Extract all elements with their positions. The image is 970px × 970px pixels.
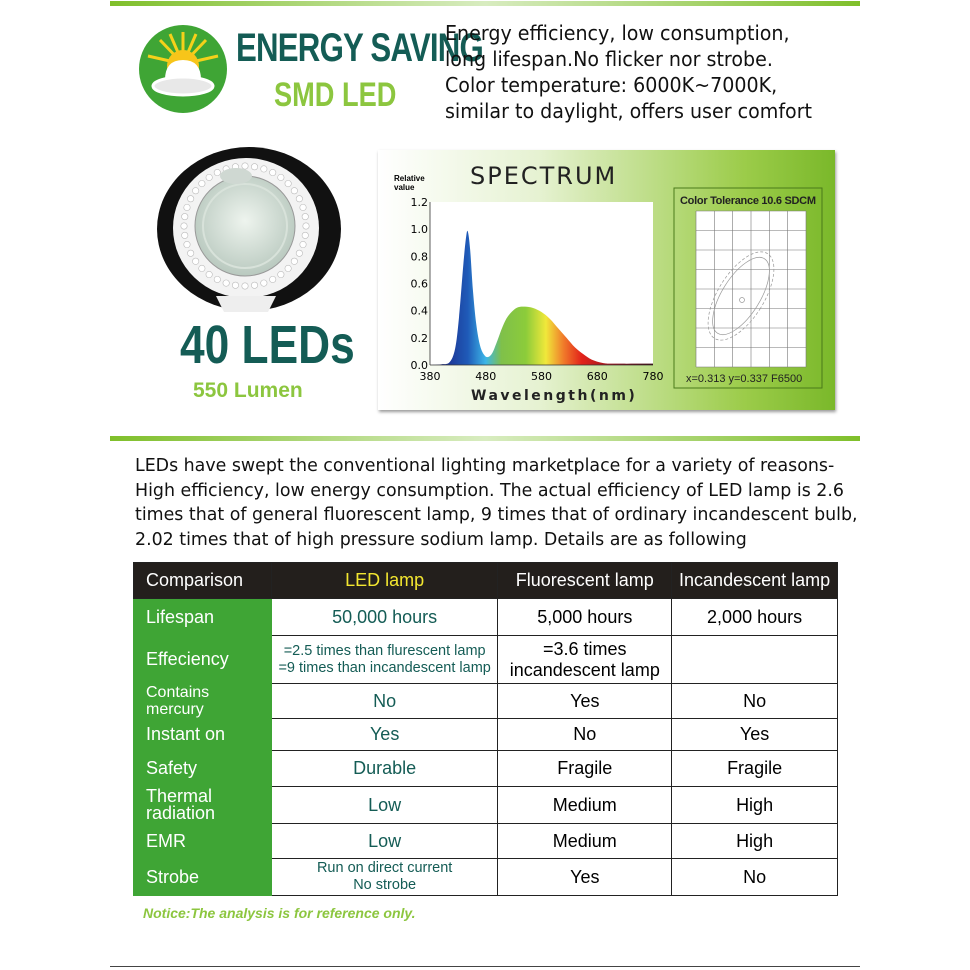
spectrum-title: SPECTRUM — [470, 162, 618, 190]
led-dot — [206, 174, 212, 180]
cell-fluorescent: No — [498, 719, 672, 751]
table-row — [134, 824, 838, 859]
led-dot — [184, 204, 190, 210]
cell-incandescent: Yes — [672, 719, 838, 751]
table-row — [134, 751, 838, 787]
row-label: Safety — [134, 751, 272, 787]
cell-led: Yes — [271, 719, 498, 751]
table-row — [134, 787, 838, 824]
y-tick-label: 1.2 — [410, 196, 428, 209]
intro-line: similar to daylight, offers user comfort — [445, 99, 813, 123]
mid-divider — [110, 436, 860, 441]
y-tick-label: 0.6 — [410, 277, 428, 291]
cell-incandescent: Fragile — [672, 751, 838, 787]
led-dot — [181, 223, 187, 229]
cell-incandescent — [672, 636, 838, 684]
led-dot — [182, 213, 188, 219]
led-dot — [269, 169, 275, 175]
led-dot — [184, 241, 190, 247]
lumen-value: 550 Lumen — [193, 379, 303, 402]
y-tick-label: 0.0 — [410, 359, 428, 372]
description-text — [135, 454, 858, 552]
led-dot — [223, 280, 229, 286]
led-dot — [291, 258, 297, 264]
table-header-row — [134, 563, 838, 599]
header-led-lamp: LED lamp — [271, 563, 498, 599]
x-tick-label: 780 — [642, 370, 664, 383]
description-line: LEDs have swept the conventional lighting marketplace for a variety of reasons- — [135, 456, 835, 476]
title-smd-led: SMD LED — [274, 76, 397, 114]
cell-led: Durable — [271, 751, 498, 787]
cell-fluorescent: =3.6 times incandescent lamp — [498, 636, 672, 684]
intro-line: long lifespan.No flicker nor strobe. — [445, 47, 773, 71]
led-dot — [214, 169, 220, 175]
x-tick-label: 380 — [419, 370, 441, 383]
led-dot — [285, 265, 291, 271]
spectrum-panel — [378, 150, 835, 410]
led-dot — [182, 232, 188, 238]
spectrum-chart — [378, 150, 835, 410]
led-dot — [300, 204, 306, 210]
table-row — [134, 684, 838, 719]
led-dot — [192, 258, 198, 264]
y-tick-label: 1.0 — [410, 223, 428, 237]
x-tick-label: 480 — [475, 370, 497, 383]
row-label: Lifespan — [134, 599, 272, 636]
led-dot — [206, 271, 212, 277]
y-tick-label: 0.2 — [410, 331, 428, 345]
title-energy-saving: ENERGY SAVING — [236, 26, 484, 70]
led-dot — [187, 250, 193, 256]
row-label: Instant on — [134, 719, 272, 751]
led-dot — [199, 265, 205, 271]
led-dot — [199, 180, 205, 186]
color-tolerance-title: Color Tolerance 10.6 SDCM — [680, 195, 816, 207]
led-dot — [261, 166, 267, 172]
led-dot — [214, 276, 220, 282]
cell-led: Low — [271, 787, 498, 824]
chromaticity-caption: x=0.313 y=0.337 F6500 — [686, 373, 803, 385]
cell-led: 50,000 hours — [271, 599, 498, 636]
description-line: times that of general fluorescent lamp, 9 times that of ordinary incandescent bulb, — [135, 505, 858, 525]
intro-line: Color temperature: 6000K~7000K, — [445, 73, 778, 97]
x-tick-label: 580 — [531, 370, 552, 383]
magnifier-lamp-image — [156, 146, 342, 312]
table-row — [134, 599, 838, 636]
table-row — [134, 636, 838, 684]
top-divider — [110, 1, 860, 6]
x-axis-label: Wavelength(nm) — [471, 388, 638, 404]
row-label: EMR — [134, 824, 272, 859]
cell-incandescent: High — [672, 787, 838, 824]
led-dot — [296, 196, 302, 202]
cell-fluorescent: Medium — [498, 824, 672, 859]
led-count: 40 LEDs — [180, 315, 355, 375]
cell-fluorescent: Yes — [498, 859, 672, 896]
intro-line: Energy efficiency, low consumption, — [445, 21, 790, 45]
bottom-divider — [110, 966, 860, 967]
cell-incandescent: No — [672, 684, 838, 719]
y-tick-label: 0.8 — [410, 250, 428, 264]
description-line: 2.02 times that of high pressure sodium lamp. Details are as following — [135, 529, 747, 550]
header-incandescent-lamp: Incandescent lamp — [672, 563, 838, 599]
intro-text — [445, 20, 812, 124]
led-dot — [300, 241, 306, 247]
led-dot — [278, 174, 284, 180]
cell-incandescent: No — [672, 859, 838, 896]
led-dot — [251, 282, 257, 288]
led-dot — [303, 223, 309, 229]
led-dot — [251, 164, 257, 170]
cell-fluorescent: 5,000 hours — [498, 599, 672, 636]
led-dot — [242, 163, 248, 169]
cell-led: Low — [271, 824, 498, 859]
cell-led: Run on direct current No strobe — [271, 859, 498, 896]
led-dot — [242, 283, 248, 289]
cell-led: No — [271, 684, 498, 719]
row-label: Strobe — [134, 859, 272, 896]
led-dot — [261, 280, 267, 286]
led-dot — [285, 180, 291, 186]
y-axis-label: Relative — [394, 174, 425, 183]
led-dot — [269, 276, 275, 282]
led-dot — [291, 188, 297, 194]
header-comparison: Comparison — [134, 563, 272, 599]
description-line: High efficiency, low energy consumption. The actual efficiency of LED lamp is 2.6 — [135, 480, 844, 501]
table-row — [134, 859, 838, 896]
led-dot — [302, 213, 308, 219]
cell-led: =2.5 times than flurescent lamp =9 times than incandescent lamp — [271, 636, 498, 684]
cell-incandescent: 2,000 hours — [672, 599, 838, 636]
cell-incandescent: High — [672, 824, 838, 859]
header-fluorescent-lamp: Fluorescent lamp — [498, 563, 672, 599]
led-dot — [302, 232, 308, 238]
led-dot — [187, 196, 193, 202]
led-dot — [192, 188, 198, 194]
led-dot — [232, 282, 238, 288]
cell-fluorescent: Medium — [498, 787, 672, 824]
cell-fluorescent: Yes — [498, 684, 672, 719]
row-label: Effeciency — [134, 636, 272, 684]
led-dot — [278, 271, 284, 277]
x-tick-label: 680 — [586, 370, 608, 383]
comparison-table — [133, 562, 838, 896]
table-row — [134, 719, 838, 751]
y-tick-label: 0.4 — [410, 304, 428, 318]
notice-text: Notice:The analysis is for reference only. — [143, 905, 416, 921]
row-label: Thermal radiation — [134, 787, 272, 824]
led-dot — [296, 250, 302, 256]
energy-saving-logo-icon — [138, 24, 228, 114]
y-axis-label-2: value — [394, 183, 415, 192]
cell-fluorescent: Fragile — [498, 751, 672, 787]
row-label: Contains mercury — [134, 684, 272, 719]
